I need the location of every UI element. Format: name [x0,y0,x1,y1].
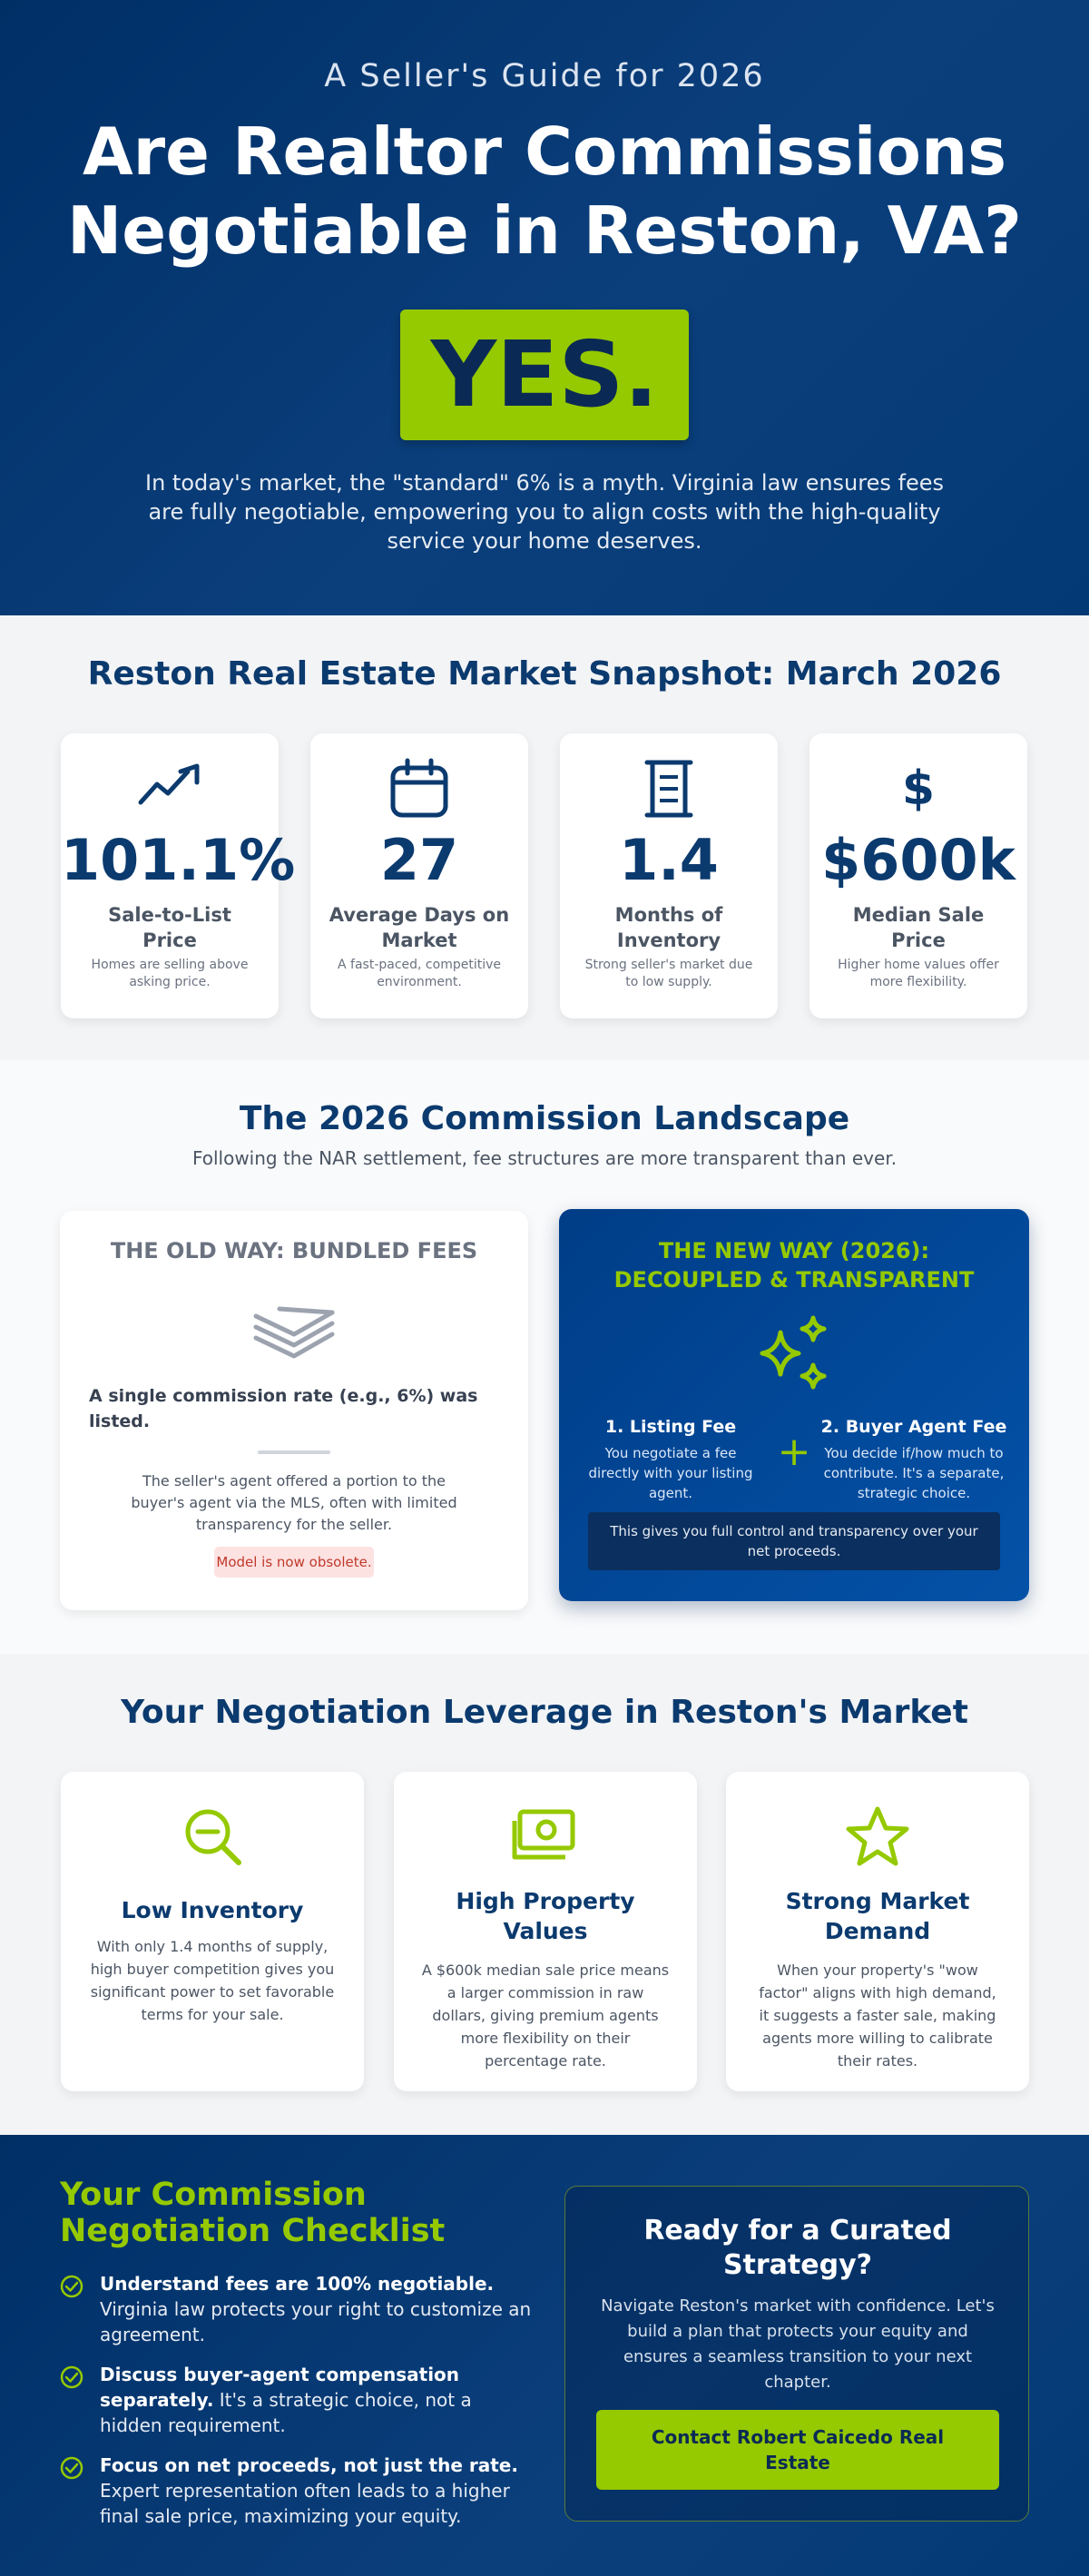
old-way-card [60,1211,528,1610]
stat-label: Months of Inventory [614,904,723,951]
stat-card-days-on-market [310,733,528,1018]
stat-card-inventory [560,733,778,1018]
stat-sub: A fast-paced, competitive environment. [338,958,501,989]
star-icon [726,1804,1029,1868]
checklist-item [60,2271,532,2347]
leverage-title: Your Negotiation Leverage in Reston's Market [121,1694,968,1731]
leverage-card-title: High Property Values [456,1888,635,1944]
checklist-item-bold: Understand fees are 100% negotiable. [100,2273,495,2295]
snapshot-title: Reston Real Estate Market Snapshot: March 2026 [87,655,1002,693]
checklist-title: Your Commission Negotiation Checklist [60,2177,446,2249]
stat-label: Sale-to-List Price [108,904,231,951]
stat-card-median-price [809,733,1027,1018]
checklist-item [60,2453,532,2529]
obsolete-badge: Model is now obsolete. [214,1547,374,1578]
buyer-agent-fee-title: 2. Buyer Agent Fee [820,1417,1007,1437]
checklist-item-text: Expert representation often leads to a higher final sale price, maximizing your equity. [100,2480,510,2527]
stat-label: Average Days on Market [329,904,510,951]
checklist-item-bold: Discuss buyer-agent compensation separately. [100,2364,460,2411]
cta-section [0,2135,1089,2576]
checklist-item [60,2362,532,2438]
hero-title-line1: Are Realtor Commissions [82,113,1007,190]
contact-panel-title: Ready for a Curated Strategy? [643,2215,952,2281]
contact-button[interactable]: Contact Robert Caicedo Real Estate [596,2410,999,2490]
stat-sub: Homes are selling above asking price. [91,958,249,989]
landscape-title: The 2026 Commission Landscape [239,1100,850,1137]
checklist [60,2271,532,2543]
buyer-agent-fee-desc: You decide if/how much to contribute. It's a separate, strategic choice. [823,1445,1005,1501]
checklist-item-text: Virginia law protects your right to customize an agreement. [100,2298,532,2345]
old-way-title: THE OLD WAY: BUNDLED FEES [110,1238,478,1263]
svg-text:$: $ [901,762,936,816]
divider [258,1450,330,1454]
listing-fee-desc: You negotiate a fee directly with your listing agent. [588,1445,753,1501]
hero-section [0,0,1089,615]
hero-title-line2: Negotiable in Reston, VA? [67,192,1022,269]
stat-sub: Higher home values offer more flexibility. [838,958,999,989]
hero-lede: In today's market, the "standard" 6% is a myth. Virginia law ensures fees are fully negotiable, empowering you to align costs with the high-quality service your home deserves. [145,470,944,554]
hero-title [0,113,1089,270]
listing-fee-column [584,1414,757,1503]
stat-label: Median Sale Price [852,904,985,951]
trend-up-icon [61,757,279,821]
check-circle-icon [60,2456,83,2486]
magnifier-minus-icon [61,1804,364,1868]
market-snapshot-section [0,615,1089,1060]
contact-panel [564,2186,1029,2522]
new-way-title [559,1236,1029,1294]
stat-value: 1.4 [619,827,719,893]
landscape-subtitle: Following the NAR settlement, fee structures are more transparent than ever. [191,1147,898,1169]
stat-value: 101.1% [61,827,296,893]
leverage-card-desc: With only 1.4 months of supply, high buyer competition gives you significant power to set favorable terms for your sale. [90,1938,335,2023]
leverage-card-desc: When your property's "wow factor" aligns with high demand, it suggests a faster sale, making agents more willing to calibrate their rates. [759,1961,996,2070]
stat-value: $600k [821,827,1015,893]
new-way-title-line2: DECOUPLED & TRANSPARENT [613,1267,975,1293]
new-way-card [559,1209,1029,1601]
leverage-card-title: Strong Market Demand [785,1888,970,1944]
contact-panel-desc: Navigate Reston's market with confidence. Let's build a plan that protects your equity and ensures a seamless transition to your next chapter. [601,2296,995,2392]
old-way-note: The seller's agent offered a portion to the buyer's agent via the MLS, often with limited transparency for the seller. [131,1472,457,1533]
leverage-card-market-demand [726,1772,1029,2091]
buyer-agent-fee-column [819,1414,1009,1503]
leverage-card-title: Low Inventory [121,1897,304,1923]
stat-sub: Strong seller's market due to low supply. [584,958,753,989]
plus-sign: + [777,1429,811,1475]
calendar-icon [310,757,528,821]
leverage-card-high-values [394,1772,697,2091]
document-icon [560,757,778,821]
check-circle-icon [60,2275,83,2305]
leverage-card-low-inventory [61,1772,364,2091]
dollar-icon [809,757,1027,821]
sparkles-icon [559,1314,1029,1392]
stack-icon [60,1302,528,1362]
commission-landscape-section [0,1060,1089,1654]
stat-value: 27 [379,827,459,893]
checklist-item-text: It's a strategic choice, not a hidden requirement. [100,2389,472,2436]
checklist-item-bold: Focus on net proceeds, not just the rate. [100,2454,518,2476]
hero-kicker: A Seller's Guide for 2026 [324,58,765,94]
leverage-card-desc: A $600k median sale price means a larger commission in raw dollars, giving premium agents more flexibility on their percentage rate. [421,1961,670,2070]
listing-fee-title: 1. Listing Fee [604,1417,737,1437]
yes-badge: YES. [400,310,689,440]
new-way-footer: This gives you full control and transparency over your net proceeds. [588,1512,1000,1570]
cash-icon [394,1804,697,1868]
old-way-description: A single commission rate (e.g., 6%) was listed. [89,1386,478,1431]
negotiation-leverage-section [0,1654,1089,2135]
new-way-title-line1: THE NEW WAY (2026): [658,1238,930,1263]
stat-card-sale-to-list [61,733,296,1018]
check-circle-icon [60,2365,83,2395]
